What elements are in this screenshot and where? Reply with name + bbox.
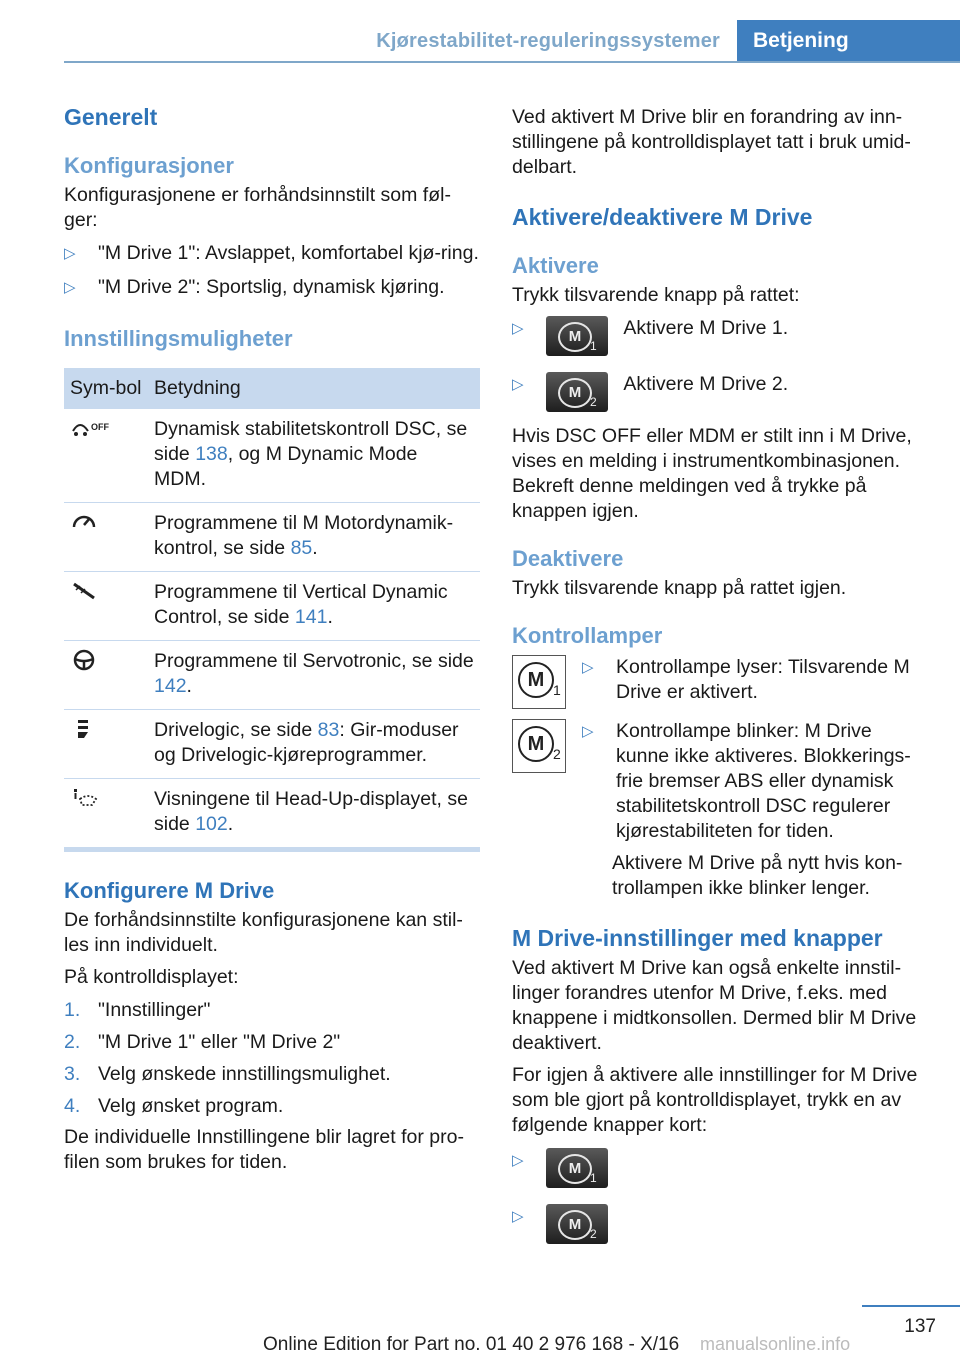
suspension-icon	[70, 580, 100, 602]
list-item: 3. Velg ønskede innstillingsmulighet.	[64, 1063, 391, 1085]
m-drive-1-button[interactable]: M 1	[546, 1148, 608, 1188]
list-item: ▷ M 2 Aktivere M Drive 2.	[512, 372, 930, 416]
table-row: Programmene til M Motordynamik-kontrol, se side 85.	[64, 503, 480, 572]
triangle-bullet-icon: ▷	[582, 659, 594, 676]
dsc-off-icon	[70, 417, 110, 439]
footer-rule	[862, 1305, 960, 1307]
intro-text: Ved aktivert M Drive blir en forandring av inn-stillingene på kontrolldisplayet tatt i bruk umid-delbart.	[512, 106, 911, 178]
steps-list	[64, 998, 480, 1119]
heading-buttons: M Drive-innstillinger med knapper	[512, 925, 883, 951]
steering-wheel-icon	[70, 649, 100, 671]
edition-text: Online Edition for Part no. 01 40 2 976 168 - X/16	[263, 1334, 680, 1355]
heading-general: Generelt	[64, 104, 158, 130]
table-row: Programmene til Servotronic, se side 142.	[64, 641, 480, 710]
list-item: ▷ "M Drive 1": Avslappet, komfortabel kjø-ring.	[64, 242, 479, 264]
configure-intro: De forhåndsinnstilte konfigurasjonene kan stil-les inn individuelt.	[64, 909, 463, 956]
press-again-text: Trykk tilsvarende knapp på rattet igjen.	[512, 577, 847, 599]
page-header	[0, 0, 960, 64]
list-item: ▷ M 1 Aktivere M Drive 1.	[512, 316, 930, 360]
dsc-note: Hvis DSC OFF eller MDM er stilt inn i M Drive, vises en melding i instrumentkombinasjonen. Bekreft denne meldingen ved å trykke på knappen igjen.	[512, 425, 912, 522]
on-display-label: På kontrolldisplayet:	[64, 966, 239, 988]
right-column	[512, 100, 930, 1248]
watermark: manualsonline.info	[700, 1334, 851, 1354]
m2-indicator-lamp-icon: M 2	[512, 719, 566, 773]
table-row: Programmene til Vertical Dynamic Control, se side 141.	[64, 572, 480, 641]
svg-text:OFF: OFF	[91, 422, 109, 432]
list-item: 4. Velg ønsket program.	[64, 1095, 284, 1117]
heading-configure: Konfigurere M Drive	[64, 878, 275, 903]
page-link[interactable]: 85	[290, 537, 313, 559]
triangle-bullet-icon: ▷	[582, 723, 594, 740]
triangle-bullet-icon: ▷	[64, 245, 76, 262]
table-row: OFF Dynamisk stabilitetskontroll DSC, se side 138, og M Dynamic Mode MDM.	[64, 409, 480, 503]
head-up-display-icon	[70, 787, 104, 809]
config-intro: Konfigurasjonene er forhåndsinnstilt som føl-ger:	[64, 184, 451, 231]
list-item	[512, 1148, 930, 1192]
saved-note: De individuelle Innstillingene blir lagret for pro-filen som brukes for tiden.	[64, 1126, 464, 1173]
page-link[interactable]: 138	[195, 443, 228, 465]
list-item	[512, 1204, 930, 1248]
press-button-text: Trykk tilsvarende knapp på rattet:	[512, 284, 800, 306]
heading-lamps: Kontrollamper	[512, 623, 663, 648]
m-drive-1-button[interactable]: M 1	[546, 316, 608, 356]
lamp-row-1: M 1 ▷ Kontrollampe lyser: Tilsvarende M Drive er aktivert.	[512, 655, 930, 711]
heading-activate: Aktivere	[512, 253, 599, 278]
drivelogic-icon	[70, 718, 100, 740]
left-column	[64, 100, 480, 1175]
heading-configurations: Konfigurasjoner	[64, 153, 234, 178]
chapter-tab: Betjening	[737, 20, 960, 62]
triangle-bullet-icon: ▷	[512, 1208, 524, 1225]
page-link[interactable]: 102	[195, 813, 228, 835]
lamp-row-2: M 2 ▷ Kontrollampe blinker: M Drive kunne ikke aktiveres. Blokkerings-frie bremser ABS eller dynamisk stabilitetskontroll DSC regulerer kjørestabiliteten for tiden. Aktivere M Drive på nytt hvis kon-trollampen ikke blinker lenger.	[512, 719, 930, 901]
page-number: 137	[904, 1316, 936, 1337]
heading-settings: Innstillingsmuligheter	[64, 326, 293, 351]
lamp2-note: Aktivere M Drive på nytt hvis kon-trollampen ikke blinker lenger.	[612, 852, 903, 899]
triangle-bullet-icon: ▷	[64, 279, 76, 296]
m-drive-2-button[interactable]: M 2	[546, 1204, 608, 1244]
list-item: 2. "M Drive 1" eller "M Drive 2"	[64, 1031, 341, 1053]
m-drive-2-button[interactable]: M 2	[546, 372, 608, 412]
engine-dynamics-icon	[70, 511, 100, 533]
list-item: 1. "Innstillinger"	[64, 999, 211, 1021]
symbol-table	[64, 368, 480, 852]
page-link[interactable]: 83	[317, 719, 340, 741]
triangle-bullet-icon: ▷	[512, 376, 524, 393]
table-row: Visningene til Head-Up-displayet, se side 102.	[64, 779, 480, 850]
heading-toggle: Aktivere/deaktivere M Drive	[512, 204, 813, 230]
page-link[interactable]: 142	[154, 675, 187, 697]
buttons-paragraph-1: Ved aktivert M Drive kan også enkelte innstil-linger forandres utenfor M Drive, f.eks. med knappene i midtkonsollen. Dermed blir M Drive deaktivert.	[512, 957, 917, 1054]
table-row: Drivelogic, se side 83: Gir-moduser og Drivelogic-kjøreprogrammer.	[64, 710, 480, 779]
list-item: ▷ "M Drive 2": Sportslig, dynamisk kjøring.	[64, 276, 445, 298]
col-symbol: Sym-bol	[64, 368, 148, 409]
m1-indicator-lamp-icon: M 1	[512, 655, 566, 709]
triangle-bullet-icon: ▷	[512, 320, 524, 337]
triangle-bullet-icon: ▷	[512, 1152, 524, 1169]
col-meaning: Betydning	[148, 368, 480, 409]
table-header	[64, 368, 480, 409]
heading-deactivate: Deaktivere	[512, 546, 624, 571]
buttons-paragraph-2: For igjen å aktivere alle innstillinger for M Drive som ble gjort på kontrolldisplayet, trykk en av følgende knapper kort:	[512, 1064, 918, 1136]
page-link[interactable]: 141	[294, 606, 328, 628]
header-rule	[64, 61, 960, 63]
section-title: Kjørestabilitet-reguleringssystemer	[376, 30, 720, 52]
